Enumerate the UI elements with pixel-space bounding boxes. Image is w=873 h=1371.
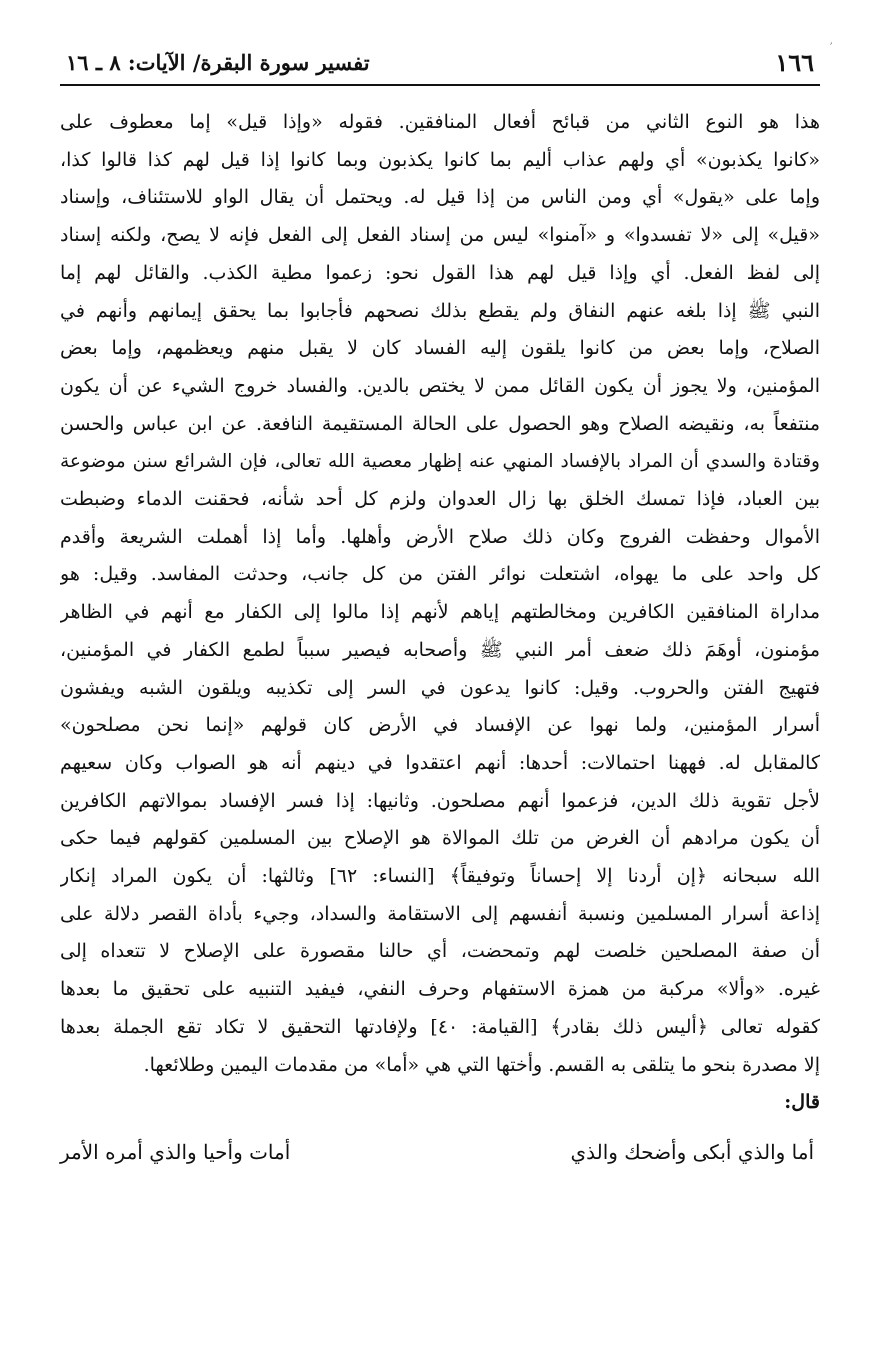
text-line: وقتادة والسدي أن المراد بالإفساد المنهي عنه إظهار معصية الله تعالى، فإن الشرائع سنن موضوعة: [60, 451, 820, 473]
text-line: بين العباد، فإذا تمسك الخلق بها زال العدوان ولزم كل أحد شأنه، فحقنت الدماء وضبطت: [60, 488, 820, 511]
poem-intro: قال:: [784, 1091, 820, 1114]
book-page: [60, 38, 820, 1338]
text-line: أن صفة المصلحين خلصت لهم وتمحضت، أي حالنا مقصورة على الإصلاح لا تتعداه إلى: [60, 940, 820, 963]
page-header: [60, 38, 820, 86]
text-line: «قيل» إلى «لا تفسدوا» و «آمنوا» ليس من إسناد الفعل إلى الفعل فإنه لا يصح، ولكنه إسناد: [60, 224, 820, 247]
text-line: منتفعاً به، ونقيضه الصلاح وهو الحصول على الحالة المستقيمة النافعة. عن ابن عباس والحسن: [60, 412, 820, 435]
page-number: ١٦٦: [775, 48, 814, 77]
text-line: هذا هو النوع الثاني من قبائح أفعال المنافقين. فقوله «وإذا قيل» إما معطوف على: [60, 111, 820, 133]
text-line: أسرار المؤمنين، ولما نهوا عن الإفساد في الأرض كان قولهم «إنما نحن مصلحون»: [60, 714, 820, 737]
text-line: وإما على «يقول» أي ومن الناس من إذا قيل له. ويحتمل أن يقال الواو للاستئناف، وإسناد: [60, 186, 820, 209]
text-line: «كانوا يكذبون» أي ولهم عذاب أليم بما كانوا يكذبون وبما كانوا إذا قيل لهم كذا قالوا كذا،: [60, 148, 820, 171]
text-line: فتهيج الفتن والحروب. وقيل: كانوا يدعون في السر إلى تكذيبه ويلقون الشبه ويفشون: [60, 676, 820, 699]
text-line: مؤمنون، أوهَمَ ذلك ضعف أمر النبي ﷺ وأصحابه فيصير سبباً لطمع الكفار في المؤمنين،: [60, 638, 820, 661]
text-line: لأجل تقوية ذلك الدين، فزعموا أنهم مصلحون. وثانيها: إذا فسر الإفساد بموالاتهم الكافرين: [60, 789, 820, 812]
text-line: الصلاح، وإما بعض من كانوا يلقون إليه الفساد كان لا يقبل منهم ويعظمهم، وإما بعض: [60, 337, 820, 360]
text-line: كل واحد على ما يهواه، اشتعلت نوائر الفتن من كل جانب، وحدثت المفاسد. وقيل: هو: [60, 563, 820, 586]
running-title: تفسير سورة البقرة/ الآيات: ٨ ـ ١٦: [66, 50, 370, 75]
text-line: المؤمنين، ولا يجوز أن يكون القائل ممن لا يختص بالدين. والفساد خروج الشيء عن أن يكون: [60, 374, 820, 397]
text-line: إلا مصدرة بنحو ما يتلقى به القسم. وأختها التي هي «أما» من مقدمات اليمين وطلائعها.: [143, 1053, 820, 1076]
text-line: إذاعة أسرار المسلمين ونسبة أنفسهم إلى الاستقامة والسداد، وجيء بأداة القصر دلالة على: [60, 902, 820, 925]
text-line: الله سبحانه ﴿إن أردنا إلا إحساناً وتوفيقاً﴾ [النساء: ٦٢] وثالثها: أن يكون المراد إنكار: [60, 865, 820, 888]
poetry-verse: [60, 1126, 820, 1186]
verse-first-hemistich: أما والذي أبكى وأضحك والذي: [570, 1139, 814, 1164]
text-line: كقوله تعالى ﴿أليس ذلك بقادر﴾ [القيامة: ٤٠] ولإفادتها التحقيق لا تكاد تقع الجملة بعدها: [60, 1015, 820, 1038]
text-line: كالمقابل له. فههنا احتمالات: أحدها: أنهم اعتقدوا في دينهم أنه هو الصواب وكان سعيهم: [60, 751, 820, 774]
verse-second-hemistich: أمات وأحيا والذي أمره الأمر: [60, 1139, 291, 1164]
text-line: الأموال وحفظت الفروج وكان ذلك صلاح الأرض وأهلها. وأما إذا أهملت الشريعة وأقدم: [60, 525, 820, 548]
body-text: [60, 104, 820, 1186]
text-line: مداراة المنافقين الكافرين ومخالطتهم إياهم لأنهم إذا مالوا إلى الكفار مع أنهم في الظاهر: [60, 601, 820, 624]
text-line: غيره. «وألا» مركبة من همزة الاستفهام وحرف النفي، فيفيد التنبيه على تحقيق ما بعدها: [60, 978, 820, 1001]
text-line: النبي ﷺ إذا بلغه عنهم النفاق ولم يقطع بذلك نصحهم فأجابوا بما يحقق إيمانهم وأنهم في: [60, 299, 820, 322]
text-line: أن يكون مرادهم أن الغرض من تلك الموالاة هو الإصلاح بين المسلمين كقولهم فيما حكى: [60, 827, 820, 850]
margin-mark: ׳: [830, 40, 833, 51]
text-line: إلى لفظ الفعل. أي وإذا قيل لهم هذا القول نحو: زعموا مطية الكذب. والقائل لهم إما: [60, 261, 820, 284]
